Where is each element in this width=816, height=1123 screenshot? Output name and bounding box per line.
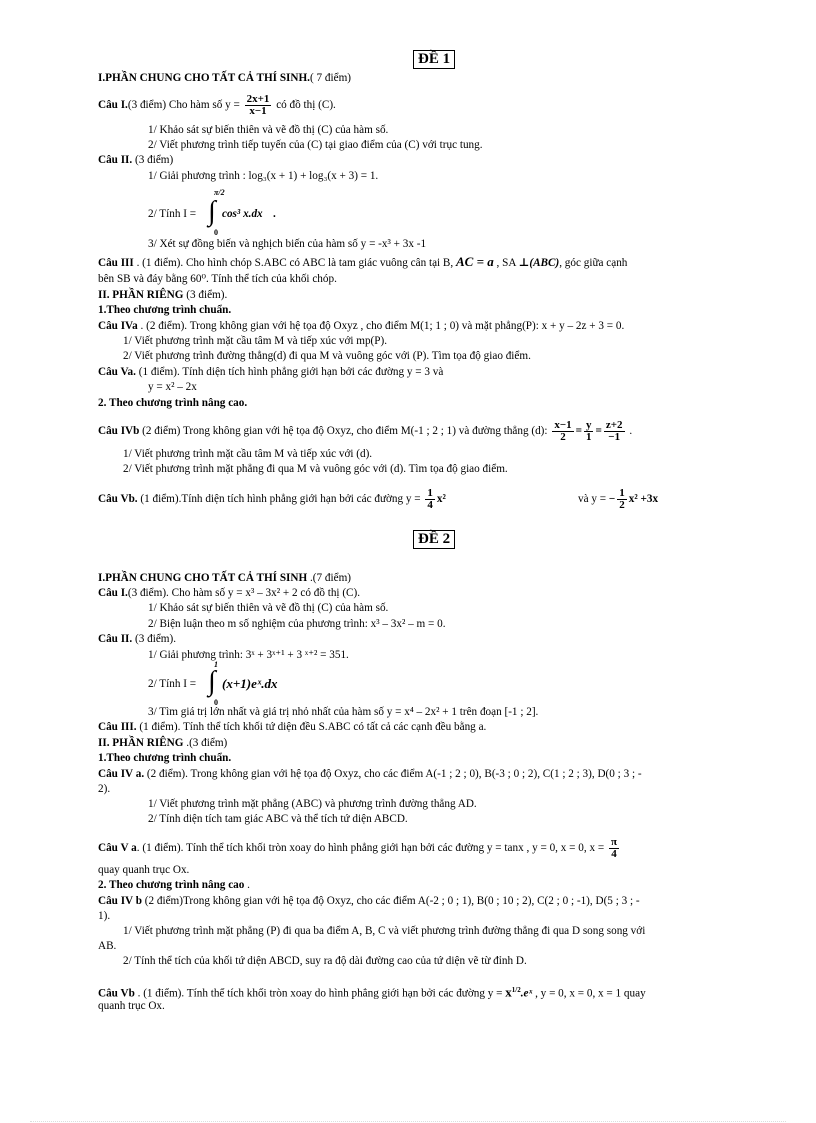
de2-q4a-continued: 2). <box>98 783 111 795</box>
de1-question-4a: Câu IVa . (2 điểm). Trong không gian với hệ tọa độ Oxyz , cho điểm M(1; 1 ; 0) và mặt phẳng(P): x + y – 2z + 3 = 0. <box>98 320 625 332</box>
de1-question-5a: Câu Va. (1 điểm). Tính diện tích hình phẳng giới hạn bởi các đường y = 3 và <box>98 366 444 378</box>
de2-q2-part2: 2/ Tính I = <box>148 678 197 690</box>
exam-2-title: ĐỀ 2 <box>413 530 455 549</box>
de2-question-5b: Câu Vb . (1 điểm). Tính thể tích khối tròn xoay do hình phẳng giới hạn bởi các đường $y = x^{1/2}.eˣ$ , y = 0, x = 0, x = 1 quay <box>98 984 646 1000</box>
de1-question-4b: Câu IVb (2 điểm) Trong không gian với hệ tọa độ Oxyz, cho điểm M(-1 ; 2 ; 1) và đường thẳng (d): $\frac{x-1}{2}$ = $\frac{y}{1}$ = $\frac{z+2}{-1}$ . <box>98 419 633 443</box>
de1-integral: π/2 ∫ 0 cos³ x.dx . <box>208 188 276 237</box>
de2-q1-part1: 1/ Khảo sát sự biến thiên và vẽ đồ thị (C) của hàm số. <box>148 602 389 614</box>
de1-q3-line2: bên SB và đáy bằng 60⁰. Tính thể tích của khối chóp. <box>98 273 337 285</box>
de2-q4a-part2: 2/ Tính diện tích tam giác ABC và thể tích tứ diện ABCD. <box>148 813 408 825</box>
de1-q2-part1: 1/ Giải phương trình : log₃(x + 1) + log₃(x + 3) = 1. <box>148 170 379 182</box>
de2-question-3: Câu III. (1 điểm). Tính thể tích khối tứ diện đều S.ABC có tất cả các cạnh đều bằng a. <box>98 721 487 733</box>
de2-part1-heading: I.PHẦN CHUNG CHO TẤT CẢ THÍ SINH .(7 điểm) <box>98 572 351 584</box>
de2-question-1: Câu I.(3 điểm). Cho hàm số y = x³ – 3x² + 2 có đồ thị (C). <box>98 587 361 599</box>
de2-question-4a: Câu IV a. (2 điểm). Trong không gian với hệ tọa độ Oxyz, cho các điểm A(-1 ; 2 ; 0), B(-3 ; 0 ; 2), C(1 ; 2 ; 3), D(0 ; 3 ; - <box>98 768 642 780</box>
de1-q4a-part2: 2/ Viết phương trình đường thẳng(d) đi qua M và vuông góc với (P). Tìm tọa độ giao điểm. <box>123 350 531 362</box>
de1-question-2: Câu II. (3 điểm) <box>98 154 174 166</box>
de1-q1-part1: 1/ Khảo sát sự biến thiên và vẽ đồ thị (C) của hàm số. <box>148 124 389 136</box>
de1-fraction: $\frac{2x+1}{x-1}$ <box>246 93 270 117</box>
de2-q5b-continued: quanh trục Ox. <box>98 1000 165 1012</box>
de1-q4b-part1: 1/ Viết phương trình mặt cầu tâm M và tiếp xúc với (d). <box>123 448 373 460</box>
de2-question-5a: Câu V a. (1 điểm). Tính thể tích khối tròn xoay do hình phẳng giới hạn bởi các đường y = tanx , y = 0, x = 0, x = $\frac{\pi}{4}$ <box>98 836 617 860</box>
de1-standard-heading: 1.Theo chương trình chuẩn. <box>98 304 232 316</box>
de2-q4b-continued: 1). <box>98 910 111 922</box>
de2-advanced-heading: 2. Theo chương trình nâng cao . <box>98 879 250 891</box>
de2-q2-part3: 3/ Tìm giá trị lớn nhất và giá trị nhỏ nhất của hàm số y = x⁴ – 2x² + 1 trên đoạn [-1 ; 2]. <box>148 706 539 718</box>
exam-1-title: ĐỀ 1 <box>413 50 455 69</box>
de1-part1-heading: I.PHẦN CHUNG CHO TẤT CẢ THÍ SINH.( 7 điểm) <box>98 72 351 84</box>
de1-q1-part2: 2/ Viết phương trình tiếp tuyến của (C) tại giao điểm của (C) với trục tung. <box>148 139 483 151</box>
de2-q4b-part2: 2/ Tính thể tích của khối tứ diện ABCD, suy ra độ dài đường cao của tứ diện vẽ từ đỉnh D. <box>123 955 527 967</box>
de2-question-4b: Câu IV b (2 điểm)Trong không gian với hệ tọa độ Oxyz, cho các điểm A(-2 ; 0 ; 1), B(0 ; 10 ; 2), C(2 ; 0 ; -1), D(5 ; 3 ; - <box>98 895 640 907</box>
de2-question-2: Câu II. (3 điểm). <box>98 633 177 645</box>
de1-question-1: Câu I.(3 điểm) Cho hàm số y = $\frac{2x+1}{x-1}$ có đồ thị (C). <box>98 93 336 117</box>
de2-q5a-continued: quay quanh trục Ox. <box>98 864 190 876</box>
de2-standard-heading: 1.Theo chương trình chuẩn. <box>98 752 232 764</box>
de2-q4b-part1: 1/ Viết phương trình mặt phẳng (P) đi qua ba điểm A, B, C và viết phương trình đường thẳng đi qua D song song với <box>123 925 646 937</box>
de2-q4a-part1: 1/ Viết phương trình mặt phẳng (ABC) và phương trình đường thẳng AD. <box>148 798 477 810</box>
de1-q2-part2: 2/ Tính I = <box>148 208 197 220</box>
de1-q4b-part2: 2/ Viết phương trình mặt phẳng đi qua M và vuông góc với (d). Tìm tọa độ giao điểm. <box>123 463 508 475</box>
de1-question-3: Câu III . (1 điểm). Cho hình chóp S.ABC có ABC là tam giác vuông cân tại B, AC = a , SA ⊥(ABC), góc giữa cạnh <box>98 254 628 269</box>
de2-part2-heading: II. PHẦN RIÊNG .(3 điểm) <box>98 737 228 749</box>
de2-q1-part2: 2/ Biện luận theo m số nghiệm của phương trình: x³ – 3x² – m = 0. <box>148 618 446 630</box>
de1-q5a-line2: y = x² – 2x <box>148 381 197 393</box>
de2-q4b-part1-end: AB. <box>98 940 117 952</box>
page-bottom-border <box>30 1121 786 1122</box>
de2-q2-part1: 1/ Giải phương trình: 3ˣ + 3ˣ⁺¹ + 3 ˣ⁺² = 351. <box>148 649 349 661</box>
de1-q2-part3: 3/ Xét sự đồng biến và nghịch biến của hàm số y = -x³ + 3x -1 <box>148 238 427 250</box>
de1-q5b-second-curve: và y = − $\frac{1}{2}$ x² +3x <box>578 487 659 511</box>
de1-q4a-part1: 1/ Viết phương trình mặt cầu tâm M và tiếp xúc với mp(P). <box>123 335 388 347</box>
de1-advanced-heading: 2. Theo chương trình nâng cao. <box>98 397 248 409</box>
de2-integral: 1 ∫ 0 (x+1)eˣ.dx <box>208 660 278 707</box>
de1-part2-heading: II. PHẦN RIÊNG (3 điểm). <box>98 289 228 301</box>
de1-question-5b: Câu Vb. (1 điểm).Tính diện tích hình phẳng giới hạn bởi các đường y = $\frac{1}{4}$ x² <box>98 487 446 511</box>
